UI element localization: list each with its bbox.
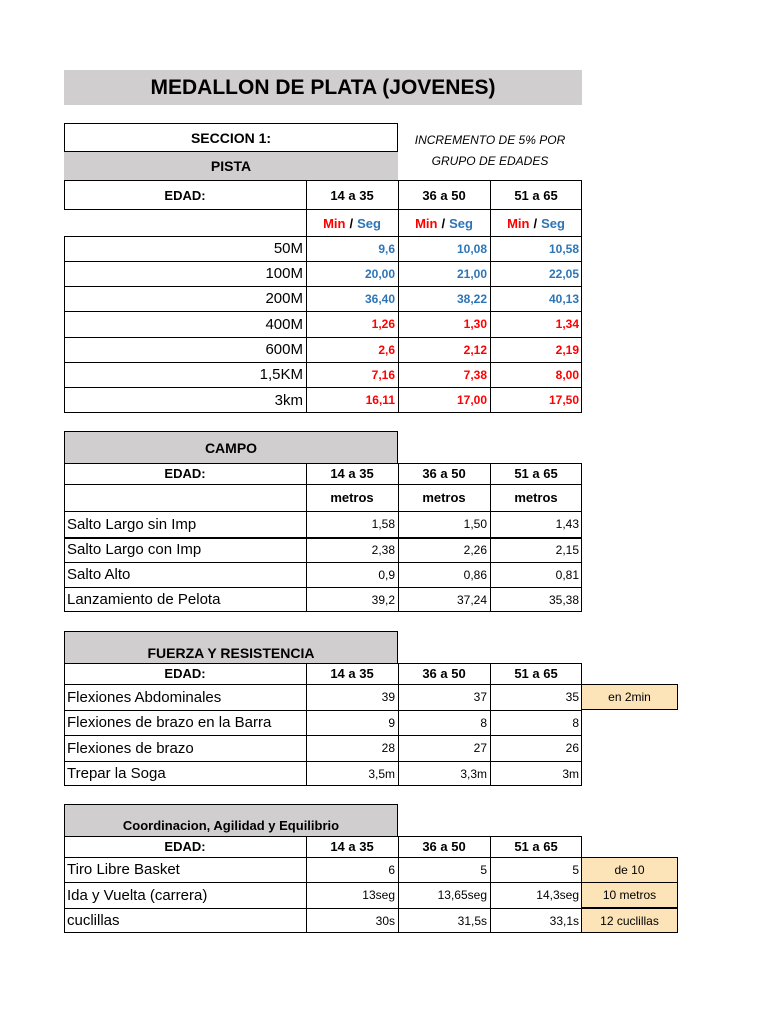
coordinacion-age-2: 36 a 50 [422,839,466,854]
pista-value: 20,00 [364,266,395,281]
coordinacion-event: Tiro Libre Basket [67,861,180,878]
campo-unit-3: metros [514,490,558,505]
coordinacion-value: 13seg [362,888,395,902]
coordinacion-note: 12 cuclillas [581,908,678,933]
unit-min: Min [323,215,346,231]
pista-event: 200M [265,290,303,307]
coordinacion-note: de 10 [581,857,678,883]
campo-value: 39,2 [371,592,395,607]
coordinacion-value: 6 [388,862,395,877]
campo-age-2: 36 a 50 [422,466,466,481]
pista-value: 2,12 [463,342,487,357]
unit-sep: / [533,215,538,231]
fuerza-value: 26 [565,741,579,755]
unit-seg: Seg [541,215,565,231]
campo-unit-1: metros [330,490,374,505]
coordinacion-event: Ida y Vuelta (carrera) [67,886,208,904]
coordinacion-value: 30s [375,913,395,928]
coordinacion-value: 5 [572,862,579,877]
fuerza-age-2: 36 a 50 [422,666,466,681]
pista-event: 100M [265,265,303,282]
pista-age-1: 14 a 35 [330,187,374,203]
fuerza-value: 3m [562,766,579,781]
pista-value: 40,13 [548,291,579,306]
increment-note [398,130,582,172]
pista-value: 17,00 [456,393,487,407]
seccion-label: SECCION 1: [64,123,398,152]
coordinacion-value: 33,1s [549,913,579,928]
coordinacion-value: 5 [480,862,487,877]
fuerza-value: 37 [473,690,487,704]
coordinacion-value: 14,3seg [536,888,579,902]
fuerza-event: Trepar la Soga [67,765,166,782]
coordinacion-age-3: 51 a 65 [514,839,558,854]
pista-age-2: 36 a 50 [422,187,466,203]
pista-age-3: 51 a 65 [514,187,558,203]
campo-value: 1,50 [463,517,487,531]
pista-unit-2 [398,210,490,236]
pista-event: 600M [265,341,303,358]
coordinacion-note: 10 metros [581,882,678,908]
coordinacion-value: 31,5s [457,913,487,928]
fuerza-value: 39 [381,690,395,704]
coordinacion-edad-label: EDAD: [164,839,206,854]
pista-unit-3 [490,210,582,236]
increment-note-line-2: GRUPO DE EDADES [431,154,549,168]
campo-value: 35,38 [548,592,579,607]
campo-age-3: 51 a 65 [514,466,558,481]
campo-value: 0,9 [378,567,395,582]
unit-seg: Seg [357,215,381,231]
pista-header: PISTA [64,152,398,180]
pista-event: 3km [274,391,303,409]
pista-value: 7,38 [463,367,487,382]
fuerza-value: 27 [473,741,487,755]
unit-seg: Seg [449,215,473,231]
fuerza-edad-label: EDAD: [164,666,206,681]
campo-event: Salto Alto [67,566,131,583]
campo-event: Lanzamiento de Pelota [67,591,221,608]
unit-min: Min [507,215,530,231]
campo-value: 2,38 [371,542,395,557]
fuerza-value: 3,3m [460,766,487,781]
campo-event: Salto Largo sin Imp [67,515,197,533]
fuerza-value: 9 [388,715,395,730]
pista-value: 10,58 [548,241,579,256]
campo-unit-2: metros [422,490,466,505]
unit-sep: / [349,215,354,231]
pista-value: 2,19 [555,342,579,357]
campo-value: 1,43 [555,517,579,531]
fuerza-event: Flexiones de brazo [67,739,194,757]
campo-value: 37,24 [456,592,487,607]
pista-value: 2,6 [378,342,395,357]
pista-value: 38,22 [456,291,487,306]
pista-value: 36,40 [364,291,395,306]
campo-value: 2,26 [463,542,487,557]
pista-value: 1,34 [555,317,579,331]
pista-value: 8,00 [555,367,579,382]
pista-value: 1,30 [463,317,487,331]
campo-age-1: 14 a 35 [330,466,374,481]
fuerza-note: en 2min [581,684,678,710]
campo-edad-label: EDAD: [164,466,206,481]
coordinacion-header: Coordinacion, Agilidad y Equilibrio [64,804,398,837]
pista-value: 9,6 [378,241,395,256]
page-title: MEDALLON DE PLATA (JOVENES) [64,70,582,105]
coordinacion-value: 13,65seg [437,888,487,902]
fuerza-value: 35 [565,690,579,704]
unit-min: Min [415,215,438,231]
pista-unit-1 [306,210,398,236]
campo-value: 0,81 [555,567,579,582]
pista-edad-label: EDAD: [164,187,206,203]
pista-event: 50M [273,240,303,257]
campo-header: CAMPO [64,431,398,464]
fuerza-value: 8 [572,715,579,730]
increment-note-line-1: INCREMENTO DE 5% POR [414,133,566,147]
campo-value: 2,15 [555,542,579,557]
campo-value: 0,86 [463,567,487,582]
pista-value: 21,00 [456,266,487,281]
fuerza-age-1: 14 a 35 [330,666,374,681]
pista-value: 7,16 [371,367,395,382]
fuerza-value: 3,5m [368,766,395,781]
campo-value: 1,58 [371,517,395,531]
fuerza-event: Flexiones de brazo en la Barra [67,714,272,731]
coordinacion-age-1: 14 a 35 [330,839,374,854]
fuerza-event: Flexiones Abdominales [67,688,222,706]
pista-event: 400M [265,315,303,333]
pista-value: 10,08 [456,241,487,256]
pista-value: 1,26 [371,317,395,331]
pista-value: 17,50 [548,393,579,407]
fuerza-value: 8 [480,715,487,730]
pista-value: 22,05 [548,266,579,281]
pista-value: 16,11 [365,393,395,407]
fuerza-age-3: 51 a 65 [514,666,558,681]
fuerza-value: 28 [381,741,395,755]
grid-line [581,210,582,236]
pista-event: 1,5KM [259,366,303,383]
coordinacion-event: cuclillas [67,912,120,929]
unit-sep: / [441,215,446,231]
campo-event: Salto Largo con Imp [67,541,202,558]
fuerza-header: FUERZA Y RESISTENCIA [64,631,398,664]
